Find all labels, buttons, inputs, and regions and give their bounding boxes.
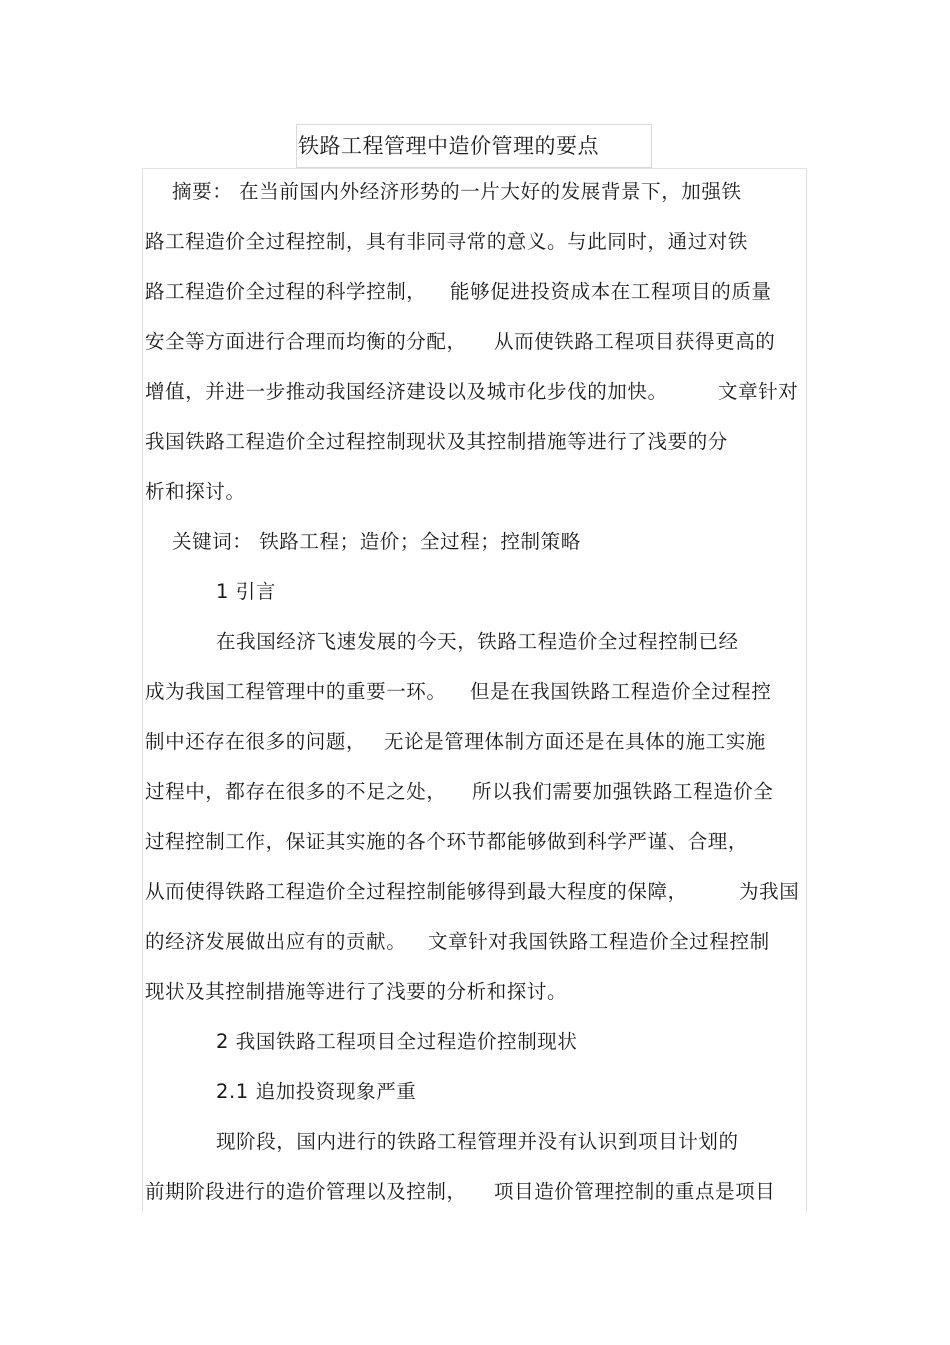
section-1-line-5: 过程控制工作，保证其实施的各个环节都能够做到科学严谨、合理， (145, 830, 749, 853)
section-1-line-3b: 无论是管理体制方面还是在具体的施工实施 (384, 730, 766, 753)
section-2-1-line-1: 现阶段，国内进行的铁路工程管理并没有认识到项目计划的 (216, 1130, 739, 1153)
section-1-line-6b: 为我国 (739, 880, 800, 903)
abstract-line-5b: 文章针对 (718, 380, 799, 403)
abstract-line-3a: 路工程造价全过程的科学控制， (145, 280, 427, 303)
abstract-line-2: 路工程造价全过程控制，具有非同寻常的意义。与此同时，通过对铁 (145, 230, 749, 253)
section-1-heading: 1 引言 (216, 580, 277, 603)
document-title: 铁路工程管理中造价管理的要点 (298, 134, 599, 158)
section-1-line-7a: 的经济发展做出应有的贡献。 (145, 930, 407, 953)
section-1-line-3a: 制中还存在很多的问题， (145, 730, 367, 753)
section-2-1-line-2a: 前期阶段进行的造价管理以及控制， (145, 1180, 467, 1203)
section-1-line-4b: 所以我们需要加强铁路工程造价全 (472, 780, 774, 803)
section-1-line-4a: 过程中，都存在很多的不足之处， (145, 780, 447, 803)
section-1-line-7b: 文章针对我国铁路工程造价全过程控制 (428, 930, 770, 953)
abstract-line-4b: 从而使铁路工程项目获得更高的 (494, 330, 776, 353)
abstract-line-5a: 增值，并进一步推动我国经济建设以及城市化步伐的加快。 (145, 380, 668, 403)
abstract-line-3b: 能够促进投资成本在工程项目的质量 (450, 280, 772, 303)
section-2-heading: 2 我国铁路工程项目全过程造价控制现状 (216, 1030, 578, 1053)
section-1-line-8: 现状及其控制措施等进行了浅要的分析和探讨。 (145, 980, 568, 1003)
abstract-line-7: 析和探讨。 (145, 480, 246, 503)
section-1-line-2a: 成为我国工程管理中的重要一环。 (145, 680, 447, 703)
abstract-line-1: 摘要： 在当前国内外经济形势的一片大好的发展背景下，加强铁 (172, 180, 742, 203)
keywords-line: 关键词： 铁路工程；造价；全过程；控制策略 (172, 530, 581, 553)
section-2-1-heading: 2.1 追加投资现象严重 (216, 1080, 417, 1103)
section-1-line-1: 在我国经济飞速发展的今天，铁路工程造价全过程控制已经 (216, 630, 739, 653)
section-1-line-2b: 但是在我国铁路工程造价全过程控 (470, 680, 772, 703)
section-2-1-line-2b: 项目造价管理控制的重点是项目 (494, 1180, 776, 1203)
abstract-line-4a: 安全等方面进行合理而均衡的分配， (145, 330, 467, 353)
abstract-line-6: 我国铁路工程造价全过程控制现状及其控制措施等进行了浅要的分 (145, 430, 728, 453)
section-1-line-6a: 从而使得铁路工程造价全过程控制能够得到最大程度的保障， (145, 880, 688, 903)
